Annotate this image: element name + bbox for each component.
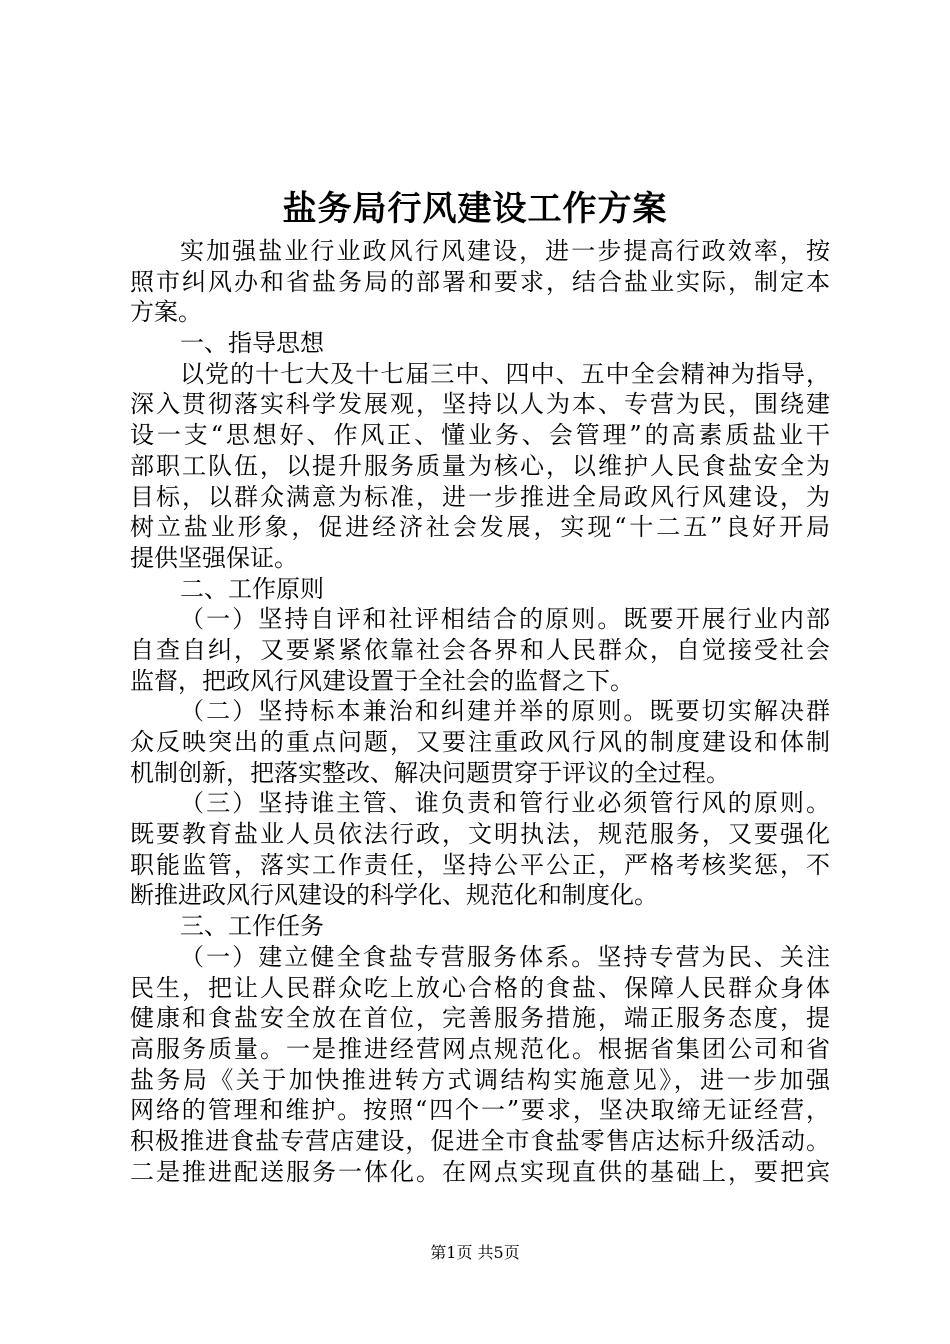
body-line: 以党的十七大及十七届三中、四中、五中全会精神为指导， bbox=[180, 359, 830, 388]
body-line: 深入贯彻落实科学发展观，坚持以人为本、专营为民，围绕建 bbox=[130, 390, 830, 419]
body-line: 一、指导思想 bbox=[180, 329, 324, 358]
body-line: 三、工作任务 bbox=[180, 912, 324, 941]
body-line: 职能监管，落实工作责任，坚持公平公正，严格考核奖惩，不 bbox=[130, 850, 830, 879]
body-line: 断推进政风行风建设的科学化、规范化和制度化。 bbox=[130, 881, 658, 910]
body-line: （三）坚持谁主管、谁负责和管行业必须管行风的原则。 bbox=[180, 789, 830, 818]
body-line: 监督，把政风行风建设置于全社会的监督之下。 bbox=[130, 666, 634, 695]
body-line: 积极推进食盐专营店建设，促进全市食盐零售店达标升级活动。 bbox=[130, 1126, 830, 1155]
body-line: 网络的管理和维护。按照“四个一”要求，坚决取缔无证经营， bbox=[130, 1096, 830, 1125]
body-line: 方案。 bbox=[130, 298, 202, 327]
body-line: 实加强盐业行业政风行风建设，进一步提高行政效率，按 bbox=[180, 237, 830, 265]
body-line: 自查自纠，又要紧紧依靠社会各界和人民群众，自觉接受社会 bbox=[130, 635, 830, 664]
body-line: 健康和食盐安全放在首位，完善服务措施，端正服务态度，提 bbox=[130, 1004, 830, 1033]
body-line: 机制创新，把落实整改、解决问题贯穿于评议的全过程。 bbox=[130, 758, 730, 787]
page-footer: 第1页 共5页 bbox=[430, 1243, 520, 1262]
body-line: 二是推进配送服务一体化。在网点实现直供的基础上，要把宾 bbox=[130, 1157, 830, 1186]
document-body bbox=[130, 236, 830, 1187]
body-line: 部职工队伍，以提升服务质量为核心，以维护人民食盐安全为 bbox=[130, 451, 830, 480]
body-line: 盐务局《关于加快推进转方式调结构实施意见》，进一步加强 bbox=[130, 1065, 830, 1094]
body-line: 民生，把让人民群众吃上放心合格的食盐、保障人民群众身体 bbox=[130, 973, 830, 1002]
body-line: 树立盐业形象，促进经济社会发展，实现“十二五”良好开局 bbox=[130, 513, 830, 542]
body-line: 提供坚强保证。 bbox=[130, 543, 298, 572]
body-line: （一）坚持自评和社评相结合的原则。既要开展行业内部 bbox=[180, 605, 830, 634]
body-line: （一）建立健全食盐专营服务体系。坚持专营为民、关注 bbox=[180, 942, 830, 971]
body-line: 设一支“思想好、作风正、懂业务、会管理”的高素质盐业干 bbox=[130, 421, 830, 450]
body-line: 二、工作原则 bbox=[180, 574, 324, 603]
body-line: （二）坚持标本兼治和纠建并举的原则。既要切实解决群 bbox=[180, 697, 830, 726]
document-title: 盐务局行风建设工作方案 bbox=[282, 189, 668, 229]
body-line: 目标，以群众满意为标准，进一步推进全局政风行风建设，为 bbox=[130, 482, 830, 511]
body-line: 照市纠风办和省盐务局的部署和要求，结合盐业实际，制定本 bbox=[130, 267, 830, 296]
body-line: 既要教育盐业人员依法行政，文明执法，规范服务，又要强化 bbox=[130, 820, 830, 849]
body-line: 众反映突出的重点问题，又要注重政风行风的制度建设和体制 bbox=[130, 728, 830, 756]
body-line: 高服务质量。一是推进经营网点规范化。根据省集团公司和省 bbox=[130, 1034, 830, 1063]
